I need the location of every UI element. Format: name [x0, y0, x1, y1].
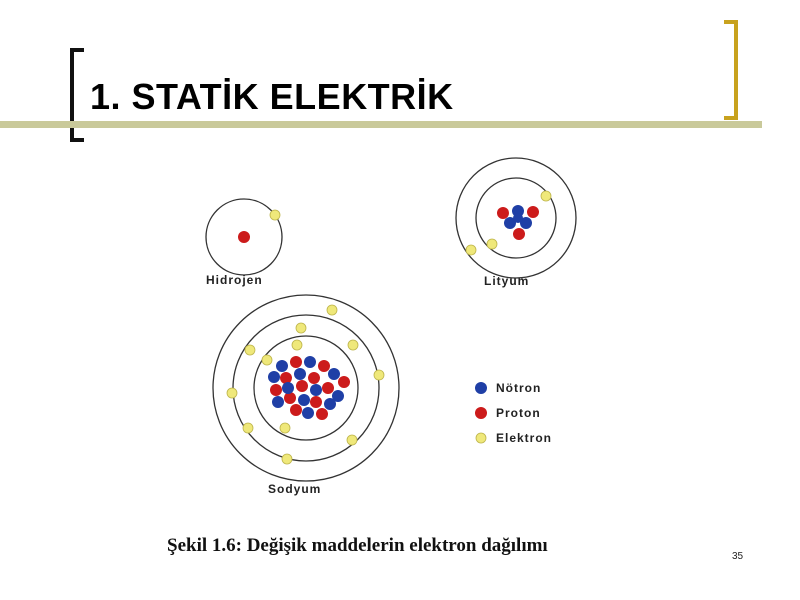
legend — [475, 381, 552, 445]
proton — [527, 206, 539, 218]
neutron — [282, 382, 294, 394]
lithium-electron — [541, 191, 551, 201]
lithium-electron — [487, 239, 497, 249]
legend-neutron-label: Nötron — [496, 381, 542, 395]
proton — [280, 372, 292, 384]
electron — [292, 340, 302, 350]
electron — [227, 388, 237, 398]
proton — [316, 408, 328, 420]
lithium-electron — [466, 245, 476, 255]
neutron — [268, 371, 280, 383]
electron — [348, 340, 358, 350]
legend-proton-swatch — [475, 407, 487, 419]
neutron — [302, 407, 314, 419]
slide-title: 1. STATİK ELEKTRİK — [90, 76, 454, 117]
proton — [296, 380, 308, 392]
atom-lithium — [456, 158, 576, 288]
electron — [282, 454, 292, 464]
electron — [262, 355, 272, 365]
electron — [374, 370, 384, 380]
neutron — [328, 368, 340, 380]
neutron — [298, 394, 310, 406]
proton — [290, 356, 302, 368]
figure-caption: Şekil 1.6: Değişik maddelerin elektron dağılımı — [167, 535, 548, 556]
electron — [296, 323, 306, 333]
electron — [280, 423, 290, 433]
legend-electron-label: Elektron — [496, 431, 553, 445]
legend-proton-label: Proton — [496, 406, 541, 420]
lithium-nucleus — [497, 205, 539, 240]
legend-electron-swatch — [476, 433, 486, 443]
neutron — [310, 384, 322, 396]
neutron — [304, 356, 316, 368]
proton — [338, 376, 350, 388]
legend-neutron-swatch — [475, 382, 487, 394]
proton — [497, 207, 509, 219]
hydrogen-proton — [238, 231, 250, 243]
slide-number: 35 — [732, 551, 744, 562]
proton — [308, 372, 320, 384]
hydrogen-electron — [270, 210, 280, 220]
proton — [284, 392, 296, 404]
neutron — [324, 398, 336, 410]
proton — [310, 396, 322, 408]
sodium-label: Sodyum — [268, 482, 322, 496]
neutron — [272, 396, 284, 408]
neutron — [276, 360, 288, 372]
electron — [243, 423, 253, 433]
neutron — [294, 368, 306, 380]
hydrogen-label: Hidrojen — [206, 273, 263, 287]
proton — [270, 384, 282, 396]
proton — [513, 228, 525, 240]
proton — [322, 382, 334, 394]
electron — [327, 305, 337, 315]
lithium-label: Lityum — [484, 274, 530, 288]
atom-sodium — [213, 295, 399, 496]
electron — [245, 345, 255, 355]
atom-hydrogen — [206, 199, 282, 287]
neutron — [513, 213, 523, 223]
sodium-nucleus — [268, 356, 350, 420]
electron — [347, 435, 357, 445]
proton — [290, 404, 302, 416]
proton — [318, 360, 330, 372]
